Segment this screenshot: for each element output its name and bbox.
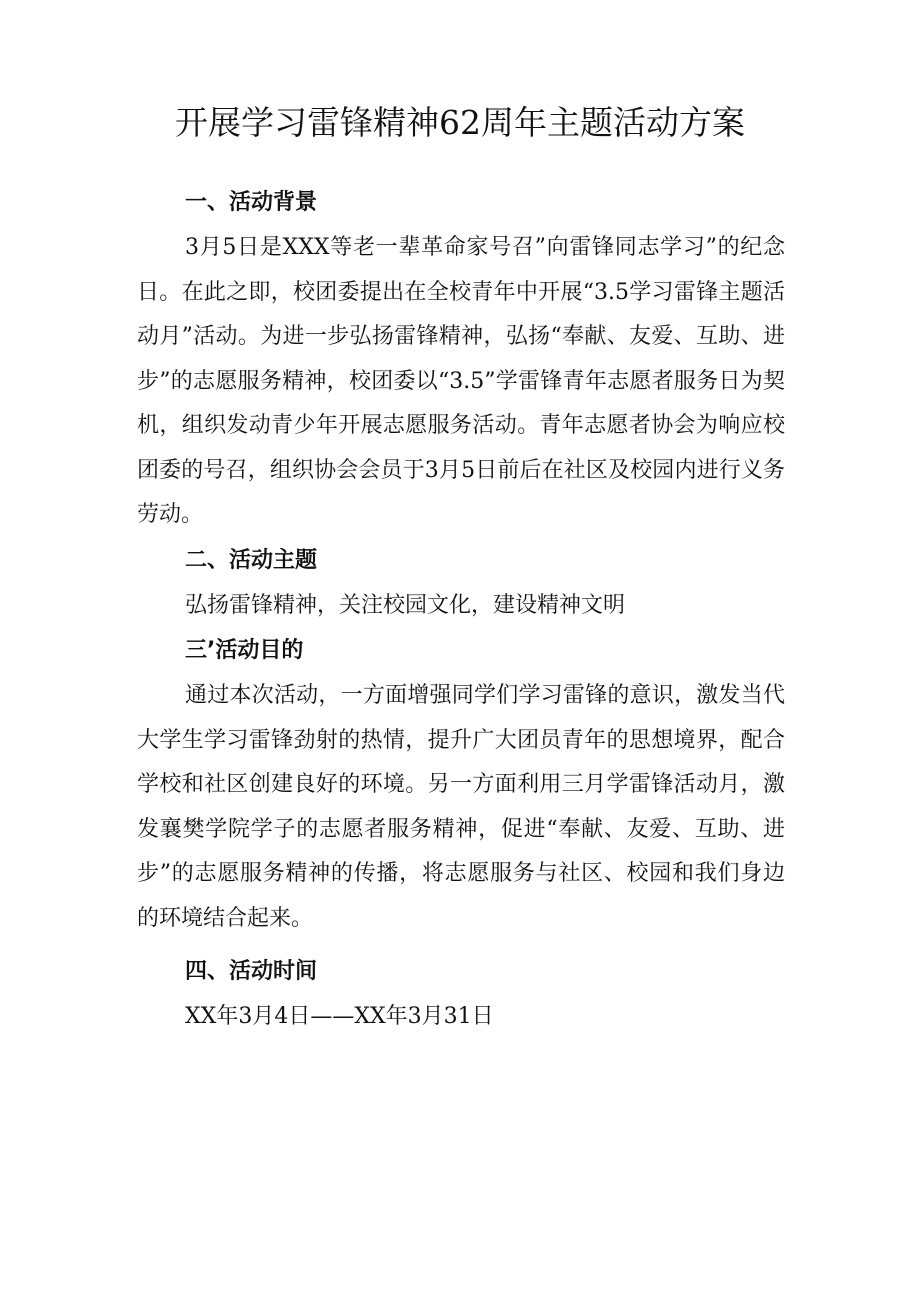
section-heading-time: 四、活动时间	[185, 959, 318, 984]
document-body	[137, 181, 785, 1041]
section-text-background: 3月5日是XXX等老一辈革命家号召”向雷锋同志学习”的纪念日。在此之即，校团委提出在全校青年中开展“3.5学习雷锋主题活动月”活动。为进一步弘扬雷锋精神，弘扬“奉献、友爱、互助、进步”的志愿服务精神，校团委以“3.5”学雷锋青年志愿者服务日为契机，组织发动青少年开展志愿服务活动。青年志愿者协会为响应校团委的号召，组织协会会员于3月5日前后在社区及校园内进行义务劳动。	[137, 235, 785, 527]
section-heading-purpose: 三’活动目的	[185, 638, 304, 663]
section-heading-background: 一、活动背景	[185, 190, 318, 215]
section-heading-theme: 二、活动主题	[185, 547, 318, 573]
section-text-purpose: 通过本次活动，一方面增强同学们学习雷锋的意识，激发当代大学生学习雷锋劲射的热情，提升广大团员青年的思想境界，配合学校和社区创建良好的环境。另一方面利用三月学雷锋活动月，激发襄樊学院学子的志愿者服务精神，促进“奉献、友爱、互助、进步”的志愿服务精神的传播，将志愿服务与社区、校园和我们身边的环境结合起来。	[137, 683, 785, 931]
section-text-theme: 弘扬雷锋精神，关注校园文化，建设精神文明	[185, 592, 626, 618]
section-text-time: XX年3月4日——XX年3月31日	[185, 1004, 494, 1029]
spacer	[137, 942, 785, 950]
document-title: 开展学习雷锋精神62周年主题活动方案	[175, 103, 745, 142]
